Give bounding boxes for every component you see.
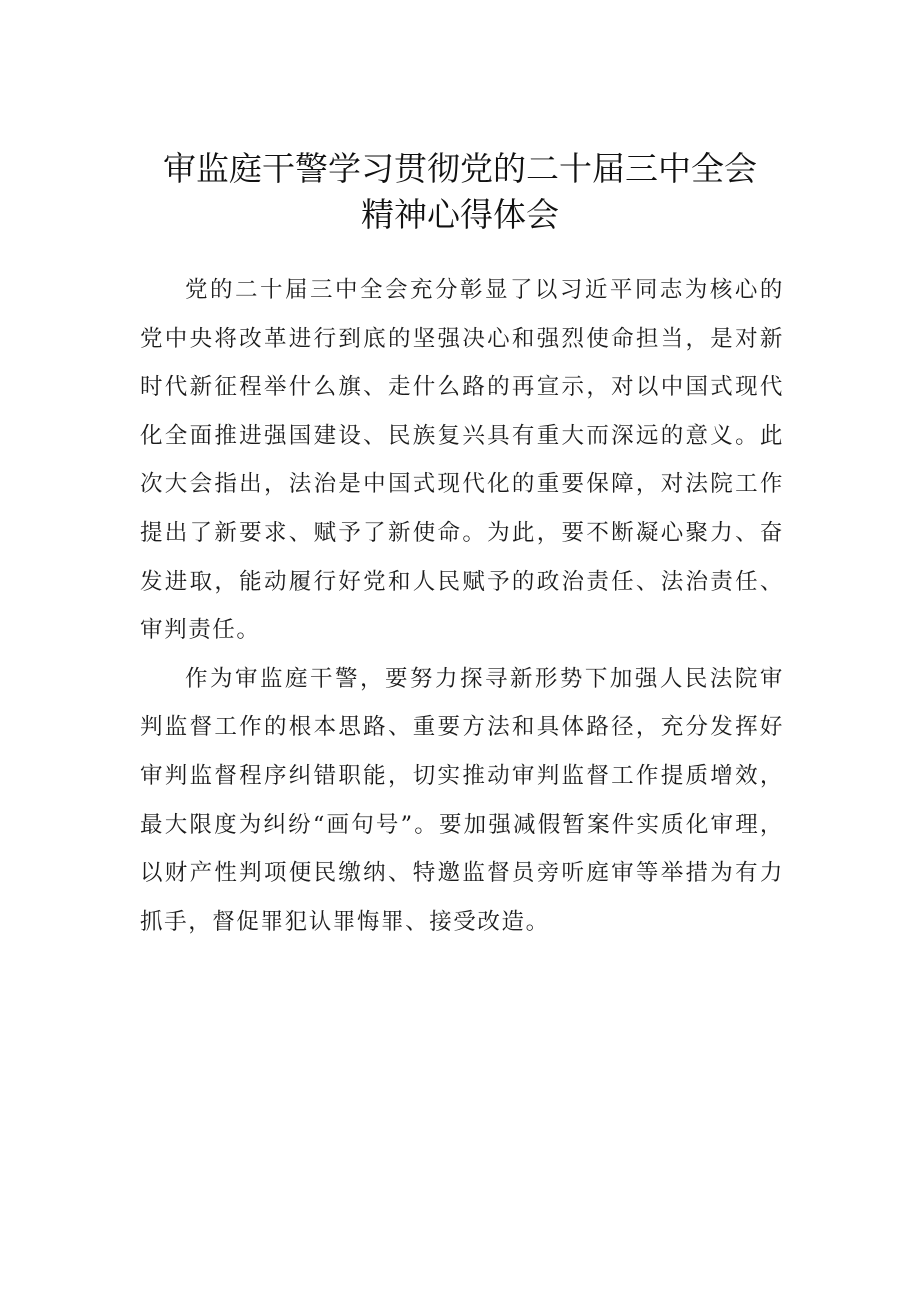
document-body [140,266,784,946]
document-title [0,146,920,238]
paragraph-2: 作为审监庭干警，要努力探寻新形势下加强人民法院审判监督工作的根本思路、重要方法和具体路径，充分发挥好审判监督程序纠错职能，切实推动审判监督工作提质增效，最大限度为纠纷“画句号”。要加强减假暂案件实质化审理，以财产性判项便民缴纳、特邀监督员旁听庭审等举措为有力抓手，督促罪犯认罪悔罪、接受改造。 [140,665,784,935]
paragraph-1: 党的二十届三中全会充分彰显了以习近平同志为核心的党中央将改革进行到底的坚强决心和强烈使命担当，是对新时代新征程举什么旗、走什么路的再宣示，对以中国式现代化全面推进强国建设、民族复兴具有重大而深远的意义。此次大会指出，法治是中国式现代化的重要保障，对法院工作提出了新要求、赋予了新使命。为此，要不断凝心聚力、奋发进取，能动履行好党和人民赋予的政治责任、法治责任、审判责任。 [140,277,784,644]
title-line-1: 审监庭干警学习贯彻党的二十届三中全会 [163,149,757,188]
title-line-2: 精神心得体会 [361,195,559,234]
